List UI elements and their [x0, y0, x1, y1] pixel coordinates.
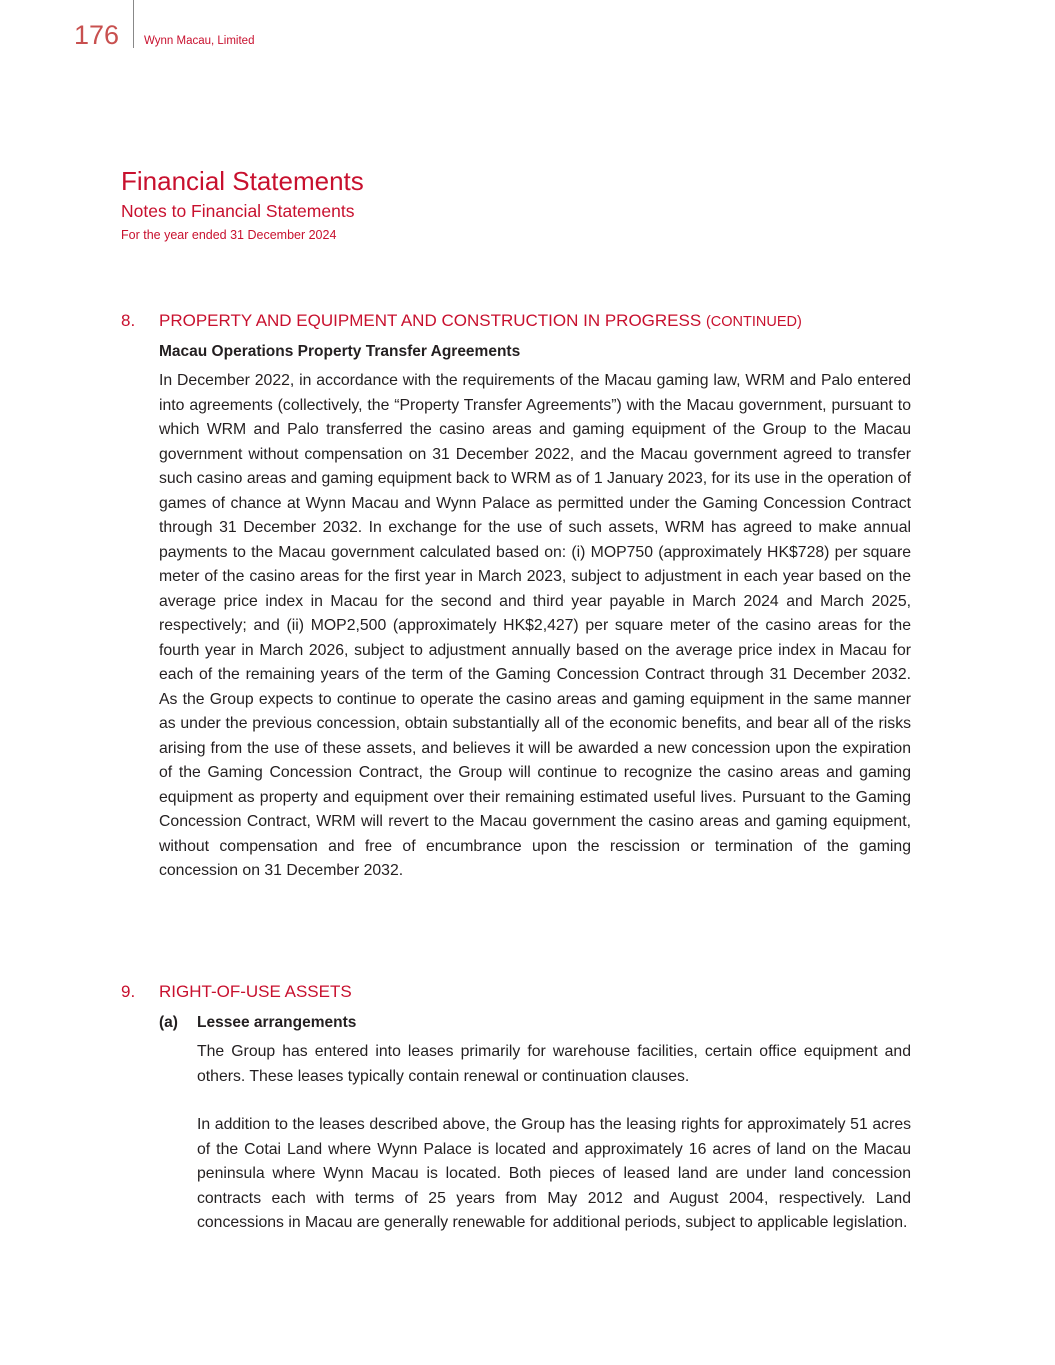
- section-title: PROPERTY AND EQUIPMENT AND CONSTRUCTION IN PROGRESS: [159, 311, 702, 330]
- section-title: RIGHT-OF-USE ASSETS: [159, 982, 352, 1001]
- page-title: Financial Statements: [121, 166, 364, 196]
- section-number: 9.: [121, 982, 136, 1001]
- reporting-period: For the year ended 31 December 2024: [121, 228, 337, 242]
- sub-label: (a): [159, 1014, 178, 1031]
- page-subtitle: Notes to Financial Statements: [121, 201, 355, 221]
- header-divider: [133, 0, 134, 48]
- page-number: 176: [74, 20, 120, 50]
- subheading: Macau Operations Property Transfer Agreements: [159, 343, 521, 360]
- subheading: Lessee arrangements: [197, 1014, 357, 1031]
- body-paragraph: The Group has entered into leases primarily for warehouse facilities, certain office equipment and others. These leases typically contain renewal or continuation clauses.: [197, 1043, 911, 1085]
- body-paragraph: In December 2022, in accordance with the requirements of the Macau gaming law, WRM and Palo entered into agreements (collectively, the “Property Transfer Agreements”) with the Macau government, pursuant to which WRM and Palo transferred the casino areas and gaming equipment of the Group to the Macau government without compensation on 31 December 2022, and the Macau government agreed to transfer such casino areas and gaming equipment back to WRM as of 1 January 2023, for its use in the operation of games of chance at Wynn Macau and Wynn Palace as permitted under the Gaming Concession Contract through 31 December 2032. In exchange for the use of such assets, WRM has agreed to make annual payments to the Macau government calculated based on: (i) MOP750 (approximately HK$728) per square meter of the casino areas for the first year in March 2023, subject to adjustment in each year based on the average price index in Macau for the second and third year payable in March 2024 and March 2025, respectively; and (ii) MOP2,500 (approximately HK$2,427) per square meter of the casino areas for the fourth year in March 2026, subject to adjustment annually based on the average price index in Macau for each of the remaining years of the term of the Gaming Concession Contract through 31 December 2032. As the Group expects to continue to operate the casino areas and gaming equipment in the same manner as under the previous concession, obtain substantially all of the economic benefits, and bear all of the risks arising from the use of these assets, and believes it will be awarded a new concession upon the expiration of the Gaming Concession Contract, the Group will continue to recognize the casino areas and gaming equipment as property and equipment over their remaining estimated useful lives. Pursuant to the Gaming Concession Contract, WRM will revert to the Macau government the casino areas and gaming equipment, without compensation and free of encumbrance upon the rescission or termination of the gaming concession on 31 December 2032.: [159, 372, 911, 879]
- section-8-heading: [121, 311, 802, 331]
- continued-label: (CONTINUED): [705, 314, 802, 330]
- body-paragraph: In addition to the leases described above, the Group has the leasing rights for approximately 51 acres of the Cotai Land where Wynn Palace is located and approximately 16 acres of land on the Macau peninsula where Wynn Macau is located. Both pieces of leased land are under land concession contracts each with terms of 25 years from May 2012 and August 2004, respectively. Land concessions in Macau are generally renewable for additional periods, subject to applicable legislation.: [197, 1116, 911, 1231]
- section-number: 8.: [121, 311, 136, 330]
- company-name: Wynn Macau, Limited: [144, 35, 255, 47]
- section-9-heading: [121, 982, 352, 1002]
